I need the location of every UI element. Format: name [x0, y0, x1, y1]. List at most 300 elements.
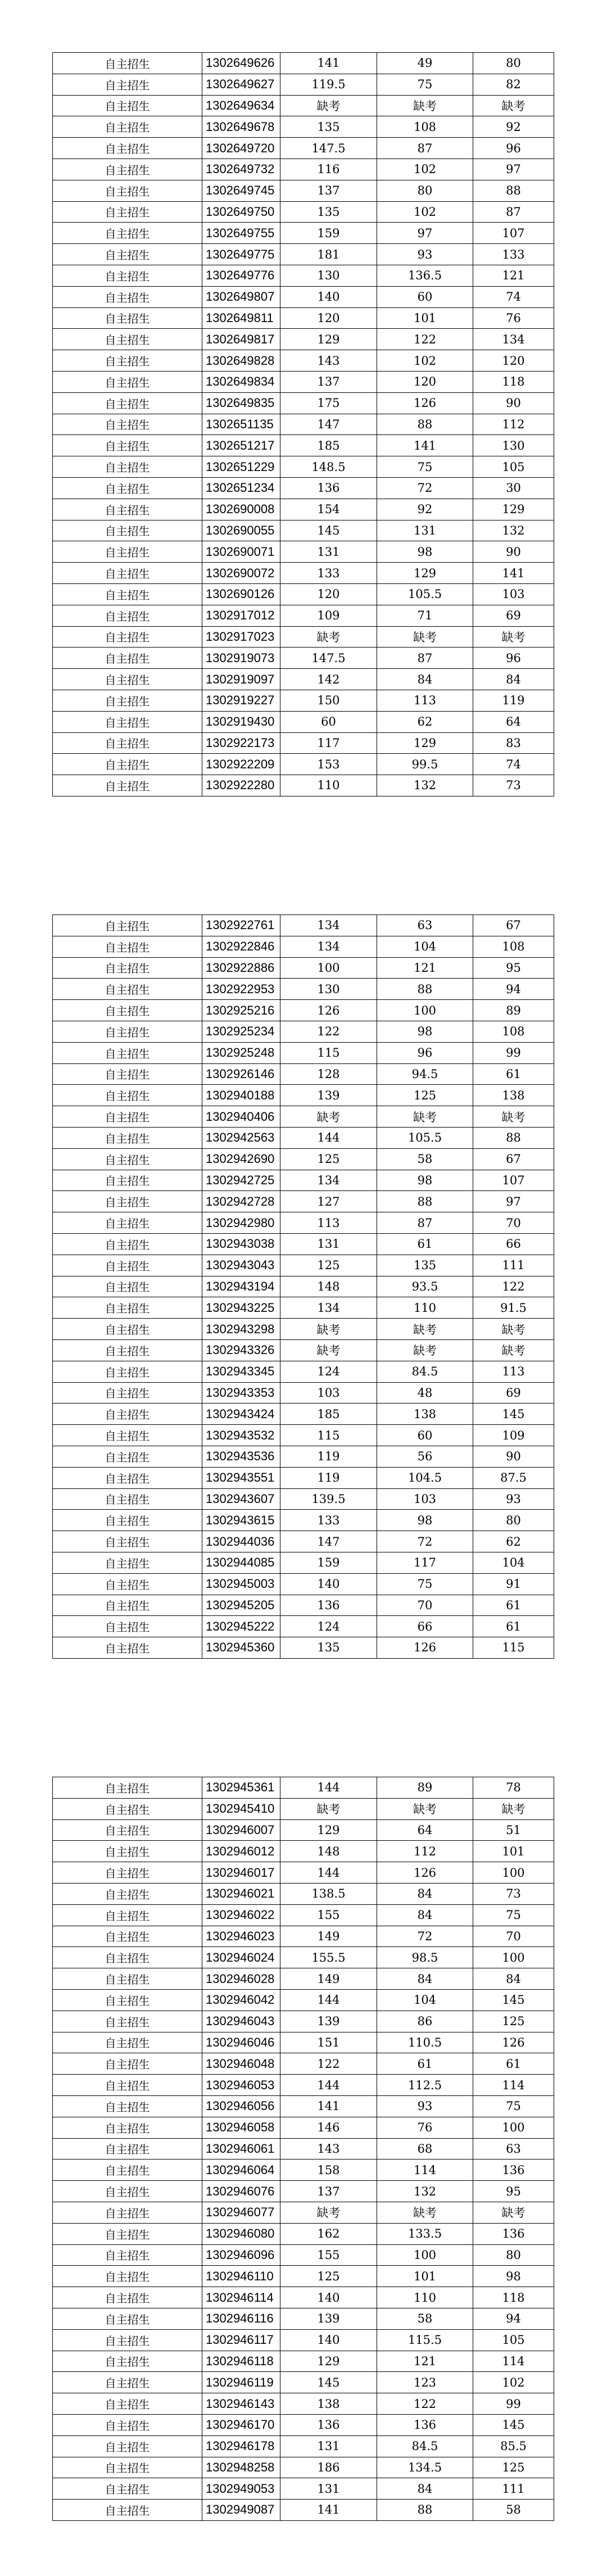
- exam-id-cell: 1302649678: [202, 116, 280, 138]
- category-cell: 自主招生: [53, 979, 202, 1000]
- score-1-cell: 122: [280, 2053, 377, 2075]
- table-row: [53, 329, 554, 350]
- score-3-cell: 90: [473, 392, 554, 414]
- score-3-cell: 129: [473, 499, 554, 520]
- table-row: [53, 1968, 554, 1990]
- exam-id-cell: 1302942563: [202, 1127, 280, 1148]
- score-3-cell: 118: [473, 371, 554, 392]
- score-2-cell: 76: [377, 2117, 473, 2138]
- table-row: [53, 2075, 554, 2096]
- score-3-cell: 83: [473, 732, 554, 754]
- score-2-cell: 86: [377, 2011, 473, 2032]
- category-cell: 自主招生: [53, 2095, 202, 2117]
- table-row: [53, 711, 554, 732]
- category-cell: 自主招生: [53, 499, 202, 520]
- category-cell: 自主招生: [53, 350, 202, 372]
- exam-id-cell: 1302940188: [202, 1085, 280, 1106]
- score-3-cell: 67: [473, 1148, 554, 1170]
- score-2-cell: 87: [377, 1212, 473, 1234]
- category-cell: 自主招生: [53, 690, 202, 711]
- category-cell: 自主招生: [53, 2181, 202, 2202]
- exam-id-cell: 1302946056: [202, 2095, 280, 2117]
- score-1-cell: 148: [280, 1841, 377, 1862]
- table-row: [53, 1042, 554, 1063]
- exam-id-cell: 1302943326: [202, 1339, 280, 1361]
- category-cell: 自主招生: [53, 116, 202, 138]
- score-1-cell: 130: [280, 979, 377, 1000]
- table-row: [53, 2351, 554, 2372]
- score-1-cell: 139: [280, 1085, 377, 1106]
- score-2-cell: 84: [377, 1883, 473, 1904]
- score-3-cell: 58: [473, 2500, 554, 2521]
- score-2-cell: 62: [377, 711, 473, 732]
- score-1-cell: 125: [280, 1148, 377, 1170]
- table-row: [53, 1777, 554, 1799]
- category-cell: 自主招生: [53, 2202, 202, 2223]
- score-2-cell: 115.5: [377, 2329, 473, 2351]
- score-2-cell: 129: [377, 732, 473, 754]
- table-row: [53, 1488, 554, 1510]
- category-cell: 自主招生: [53, 2244, 202, 2266]
- score-1-cell: 148.5: [280, 456, 377, 478]
- score-3-cell: 95: [473, 957, 554, 979]
- score-1-cell: 147: [280, 1531, 377, 1552]
- table-row: [53, 307, 554, 329]
- score-2-cell: 102: [377, 159, 473, 180]
- score-1-cell: 131: [280, 2478, 377, 2500]
- score-2-cell: 72: [377, 1926, 473, 1947]
- category-cell: 自主招生: [53, 1926, 202, 1947]
- exam-id-cell: 1302945205: [202, 1595, 280, 1616]
- category-cell: 自主招生: [53, 2160, 202, 2181]
- score-1-cell: 141: [280, 2500, 377, 2521]
- table-row: [53, 95, 554, 116]
- table-row: [53, 1255, 554, 1276]
- table-row: [53, 1446, 554, 1467]
- table-row: [53, 915, 554, 936]
- score-2-cell: 75: [377, 1573, 473, 1595]
- category-cell: 自主招生: [53, 286, 202, 307]
- score-1-cell: 140: [280, 2329, 377, 2351]
- score-3-cell: 111: [473, 1255, 554, 1276]
- category-cell: 自主招生: [53, 1616, 202, 1637]
- category-cell: 自主招生: [53, 2478, 202, 2500]
- score-1-cell: 134: [280, 1297, 377, 1319]
- score-3-cell: 64: [473, 711, 554, 732]
- score-1-cell: 134: [280, 936, 377, 957]
- score-1-cell: 159: [280, 223, 377, 244]
- score-3-cell: 114: [473, 2351, 554, 2372]
- score-2-cell: 120: [377, 371, 473, 392]
- score-1-cell: 缺考: [280, 2202, 377, 2223]
- score-2-cell: 112.5: [377, 2075, 473, 2096]
- score-1-cell: 185: [280, 435, 377, 456]
- category-cell: 自主招生: [53, 669, 202, 690]
- table-row: [53, 201, 554, 223]
- score-1-cell: 124: [280, 1616, 377, 1637]
- category-cell: 自主招生: [53, 265, 202, 286]
- category-cell: 自主招生: [53, 1777, 202, 1799]
- score-3-cell: 94: [473, 2308, 554, 2329]
- score-2-cell: 126: [377, 392, 473, 414]
- score-3-cell: 69: [473, 1382, 554, 1404]
- score-2-cell: 117: [377, 1552, 473, 1573]
- score-2-cell: 93: [377, 244, 473, 265]
- score-1-cell: 159: [280, 1552, 377, 1573]
- category-cell: 自主招生: [53, 1595, 202, 1616]
- exam-id-cell: 1302943532: [202, 1425, 280, 1446]
- score-3-cell: 缺考: [473, 95, 554, 116]
- exam-id-cell: 1302922209: [202, 754, 280, 775]
- table-row: [53, 1021, 554, 1042]
- score-3-cell: 100: [473, 1947, 554, 1968]
- category-cell: 自主招生: [53, 414, 202, 435]
- score-3-cell: 74: [473, 754, 554, 775]
- category-cell: 自主招生: [53, 1021, 202, 1042]
- exam-id-cell: 1302926146: [202, 1063, 280, 1085]
- category-cell: 自主招生: [53, 1467, 202, 1488]
- score-3-cell: 89: [473, 1000, 554, 1021]
- exam-id-cell: 1302649776: [202, 265, 280, 286]
- score-1-cell: 缺考: [280, 626, 377, 648]
- exam-id-cell: 1302943038: [202, 1233, 280, 1255]
- table-row: [53, 1063, 554, 1085]
- score-1-cell: 136: [280, 1595, 377, 1616]
- exam-id-cell: 1302943043: [202, 1255, 280, 1276]
- score-3-cell: 90: [473, 541, 554, 563]
- table-row: [53, 1212, 554, 1234]
- exam-id-cell: 1302945361: [202, 1777, 280, 1799]
- score-2-cell: 134.5: [377, 2457, 473, 2478]
- score-2-cell: 121: [377, 2351, 473, 2372]
- table-row: [53, 2457, 554, 2478]
- exam-id-cell: 1302690055: [202, 520, 280, 541]
- table-row: [53, 2478, 554, 2500]
- category-cell: 自主招生: [53, 223, 202, 244]
- score-3-cell: 126: [473, 2032, 554, 2053]
- table-row: [53, 1531, 554, 1552]
- category-cell: 自主招生: [53, 957, 202, 979]
- score-2-cell: 93.5: [377, 1276, 473, 1297]
- exam-id-cell: 1302946042: [202, 1989, 280, 2011]
- category-cell: 自主招生: [53, 2266, 202, 2287]
- score-2-cell: 64: [377, 1819, 473, 1841]
- table-row: [53, 563, 554, 584]
- table-row: [53, 2202, 554, 2223]
- score-1-cell: 158: [280, 2160, 377, 2181]
- score-2-cell: 114: [377, 2160, 473, 2181]
- exam-id-cell: 1302917023: [202, 626, 280, 648]
- score-1-cell: 129: [280, 329, 377, 350]
- category-cell: 自主招生: [53, 1255, 202, 1276]
- exam-id-cell: 1302946076: [202, 2181, 280, 2202]
- exam-id-cell: 1302946117: [202, 2329, 280, 2351]
- score-2-cell: 72: [377, 477, 473, 499]
- score-3-cell: 95: [473, 2181, 554, 2202]
- score-3-cell: 98: [473, 2266, 554, 2287]
- score-2-cell: 缺考: [377, 1339, 473, 1361]
- score-3-cell: 73: [473, 1883, 554, 1904]
- exam-id-cell: 1302925248: [202, 1042, 280, 1063]
- exam-id-cell: 1302922846: [202, 936, 280, 957]
- score-3-cell: 62: [473, 1531, 554, 1552]
- table-row: [53, 1425, 554, 1446]
- score-1-cell: 154: [280, 499, 377, 520]
- score-3-cell: 70: [473, 1212, 554, 1234]
- category-cell: 自主招生: [53, 2457, 202, 2478]
- exam-id-cell: 1302946170: [202, 2414, 280, 2435]
- score-2-cell: 98.5: [377, 1947, 473, 1968]
- table-row: [53, 1637, 554, 1659]
- score-2-cell: 113: [377, 690, 473, 711]
- score-3-cell: 80: [473, 2244, 554, 2266]
- exam-id-cell: 1302649775: [202, 244, 280, 265]
- score-3-cell: 88: [473, 1127, 554, 1148]
- score-1-cell: 缺考: [280, 1339, 377, 1361]
- score-3-cell: 82: [473, 74, 554, 95]
- category-cell: 自主招生: [53, 329, 202, 350]
- score-1-cell: 138.5: [280, 1883, 377, 1904]
- score-2-cell: 87: [377, 138, 473, 159]
- category-cell: 自主招生: [53, 1510, 202, 1531]
- score-1-cell: 120: [280, 307, 377, 329]
- score-2-cell: 122: [377, 329, 473, 350]
- table-row: [53, 1573, 554, 1595]
- score-3-cell: 99: [473, 2393, 554, 2415]
- exam-id-cell: 1302649755: [202, 223, 280, 244]
- score-1-cell: 136: [280, 2414, 377, 2435]
- score-3-cell: 102: [473, 2372, 554, 2393]
- score-3-cell: 118: [473, 2287, 554, 2308]
- exam-id-cell: 1302949053: [202, 2478, 280, 2500]
- exam-id-cell: 1302922173: [202, 732, 280, 754]
- exam-id-cell: 1302946021: [202, 1883, 280, 1904]
- score-3-cell: 84: [473, 1968, 554, 1990]
- exam-id-cell: 1302946024: [202, 1947, 280, 1968]
- score-2-cell: 84.5: [377, 2435, 473, 2457]
- exam-id-cell: 1302946080: [202, 2223, 280, 2244]
- score-2-cell: 88: [377, 979, 473, 1000]
- exam-id-cell: 1302943353: [202, 1382, 280, 1404]
- score-2-cell: 80: [377, 180, 473, 201]
- exam-id-cell: 1302649811: [202, 307, 280, 329]
- score-3-cell: 75: [473, 1904, 554, 1926]
- score-1-cell: 140: [280, 2287, 377, 2308]
- exam-id-cell: 1302649807: [202, 286, 280, 307]
- score-2-cell: 132: [377, 775, 473, 796]
- score-3-cell: 122: [473, 1276, 554, 1297]
- score-1-cell: 122: [280, 1021, 377, 1042]
- category-cell: 自主招生: [53, 2117, 202, 2138]
- score-3-cell: 96: [473, 138, 554, 159]
- exam-id-cell: 1302946007: [202, 1819, 280, 1841]
- exam-id-cell: 1302943424: [202, 1404, 280, 1425]
- score-3-cell: 112: [473, 414, 554, 435]
- category-cell: 自主招生: [53, 2075, 202, 2096]
- category-cell: 自主招生: [53, 2414, 202, 2435]
- category-cell: 自主招生: [53, 605, 202, 626]
- exam-id-cell: 1302649626: [202, 53, 280, 74]
- score-2-cell: 缺考: [377, 1798, 473, 1819]
- category-cell: 自主招生: [53, 1063, 202, 1085]
- score-3-cell: 99: [473, 1042, 554, 1063]
- category-cell: 自主招生: [53, 1339, 202, 1361]
- table-row: [53, 2287, 554, 2308]
- score-2-cell: 102: [377, 350, 473, 372]
- exam-id-cell: 1302943551: [202, 1467, 280, 1488]
- exam-id-cell: 1302922761: [202, 915, 280, 936]
- exam-id-cell: 1302946028: [202, 1968, 280, 1990]
- exam-id-cell: 1302946058: [202, 2117, 280, 2138]
- exam-id-cell: 1302649750: [202, 201, 280, 223]
- score-3-cell: 61: [473, 1595, 554, 1616]
- category-cell: 自主招生: [53, 583, 202, 605]
- category-cell: 自主招生: [53, 1637, 202, 1659]
- category-cell: 自主招生: [53, 477, 202, 499]
- category-cell: 自主招生: [53, 1212, 202, 1234]
- score-1-cell: 148: [280, 1276, 377, 1297]
- table-row: [53, 1361, 554, 1382]
- exam-id-cell: 1302649732: [202, 159, 280, 180]
- score-3-cell: 88: [473, 180, 554, 201]
- category-cell: 自主招生: [53, 201, 202, 223]
- exam-id-cell: 1302919073: [202, 648, 280, 669]
- category-cell: 自主招生: [53, 159, 202, 180]
- table-row: [53, 957, 554, 979]
- exam-id-cell: 1302651234: [202, 477, 280, 499]
- exam-id-cell: 1302946017: [202, 1862, 280, 1884]
- table-row: [53, 1319, 554, 1340]
- score-1-cell: 100: [280, 957, 377, 979]
- score-2-cell: 96: [377, 1042, 473, 1063]
- table-row: [53, 2308, 554, 2329]
- table-row: [53, 1233, 554, 1255]
- score-1-cell: 149: [280, 1968, 377, 1990]
- score-3-cell: 51: [473, 1819, 554, 1841]
- category-cell: 自主招生: [53, 371, 202, 392]
- exam-id-cell: 1302917012: [202, 605, 280, 626]
- table-row: [53, 392, 554, 414]
- score-2-cell: 缺考: [377, 1106, 473, 1128]
- score-2-cell: 61: [377, 1233, 473, 1255]
- table-row: [53, 53, 554, 74]
- exam-id-cell: 1302946096: [202, 2244, 280, 2266]
- category-cell: 自主招生: [53, 1233, 202, 1255]
- score-1-cell: 138: [280, 2393, 377, 2415]
- category-cell: 自主招生: [53, 1841, 202, 1862]
- exam-id-cell: 1302946114: [202, 2287, 280, 2308]
- exam-id-cell: 1302943607: [202, 1488, 280, 1510]
- score-2-cell: 98: [377, 1170, 473, 1191]
- score-3-cell: 114: [473, 2075, 554, 2096]
- category-cell: 自主招生: [53, 2287, 202, 2308]
- table-row: [53, 2244, 554, 2266]
- table-row: [53, 1467, 554, 1488]
- score-3-cell: 108: [473, 936, 554, 957]
- score-1-cell: 146: [280, 2117, 377, 2138]
- score-3-cell: 75: [473, 2095, 554, 2117]
- exam-id-cell: 1302649828: [202, 350, 280, 372]
- score-1-cell: 缺考: [280, 1798, 377, 1819]
- exam-id-cell: 1302946023: [202, 1926, 280, 1947]
- score-3-cell: 97: [473, 1191, 554, 1212]
- score-2-cell: 104: [377, 936, 473, 957]
- category-cell: 自主招生: [53, 1819, 202, 1841]
- table-row: [53, 1883, 554, 1904]
- exam-id-cell: 1302651229: [202, 456, 280, 478]
- score-2-cell: 136: [377, 2414, 473, 2435]
- score-1-cell: 120: [280, 583, 377, 605]
- table-row: [53, 775, 554, 796]
- score-1-cell: 缺考: [280, 95, 377, 116]
- category-cell: 自主招生: [53, 626, 202, 648]
- score-3-cell: 125: [473, 2457, 554, 2478]
- exam-id-cell: 1302946053: [202, 2075, 280, 2096]
- exam-id-cell: 1302940406: [202, 1106, 280, 1128]
- table-row: [53, 1276, 554, 1297]
- exam-id-cell: 1302946046: [202, 2032, 280, 2053]
- score-3-cell: 145: [473, 2414, 554, 2435]
- exam-id-cell: 1302925216: [202, 1000, 280, 1021]
- score-3-cell: 132: [473, 520, 554, 541]
- score-3-cell: 30: [473, 477, 554, 499]
- score-1-cell: 103: [280, 1382, 377, 1404]
- score-2-cell: 126: [377, 1637, 473, 1659]
- table-row: [53, 1841, 554, 1862]
- score-3-cell: 121: [473, 265, 554, 286]
- table-row: [53, 286, 554, 307]
- score-1-cell: 151: [280, 2032, 377, 2053]
- table-row: [53, 605, 554, 626]
- table-row: [53, 2223, 554, 2244]
- score-2-cell: 58: [377, 1148, 473, 1170]
- table-row: [53, 936, 554, 957]
- table-row: [53, 477, 554, 499]
- table-row: [53, 2372, 554, 2393]
- exam-id-cell: 1302651135: [202, 414, 280, 435]
- exam-id-cell: 1302949087: [202, 2500, 280, 2521]
- score-2-cell: 84: [377, 1968, 473, 1990]
- score-1-cell: 141: [280, 53, 377, 74]
- category-cell: 自主招生: [53, 1191, 202, 1212]
- score-3-cell: 120: [473, 350, 554, 372]
- category-cell: 自主招生: [53, 2138, 202, 2160]
- score-1-cell: 147.5: [280, 138, 377, 159]
- score-1-cell: 129: [280, 2351, 377, 2372]
- score-1-cell: 145: [280, 520, 377, 541]
- table-row: [53, 2160, 554, 2181]
- exam-id-cell: 1302690126: [202, 583, 280, 605]
- category-cell: 自主招生: [53, 307, 202, 329]
- score-3-cell: 105: [473, 456, 554, 478]
- category-cell: 自主招生: [53, 1989, 202, 2011]
- score-3-cell: 缺考: [473, 1339, 554, 1361]
- table-row: [53, 1819, 554, 1841]
- category-cell: 自主招生: [53, 1170, 202, 1191]
- table-row: [53, 180, 554, 201]
- exam-id-cell: 1302922953: [202, 979, 280, 1000]
- table-row: [53, 2053, 554, 2075]
- category-cell: 自主招生: [53, 2435, 202, 2457]
- table-row: [53, 1106, 554, 1128]
- score-1-cell: 116: [280, 159, 377, 180]
- exam-id-cell: 1302946043: [202, 2011, 280, 2032]
- score-1-cell: 143: [280, 350, 377, 372]
- table-row: [53, 648, 554, 669]
- score-2-cell: 135: [377, 1255, 473, 1276]
- category-cell: 自主招生: [53, 2223, 202, 2244]
- score-1-cell: 131: [280, 1233, 377, 1255]
